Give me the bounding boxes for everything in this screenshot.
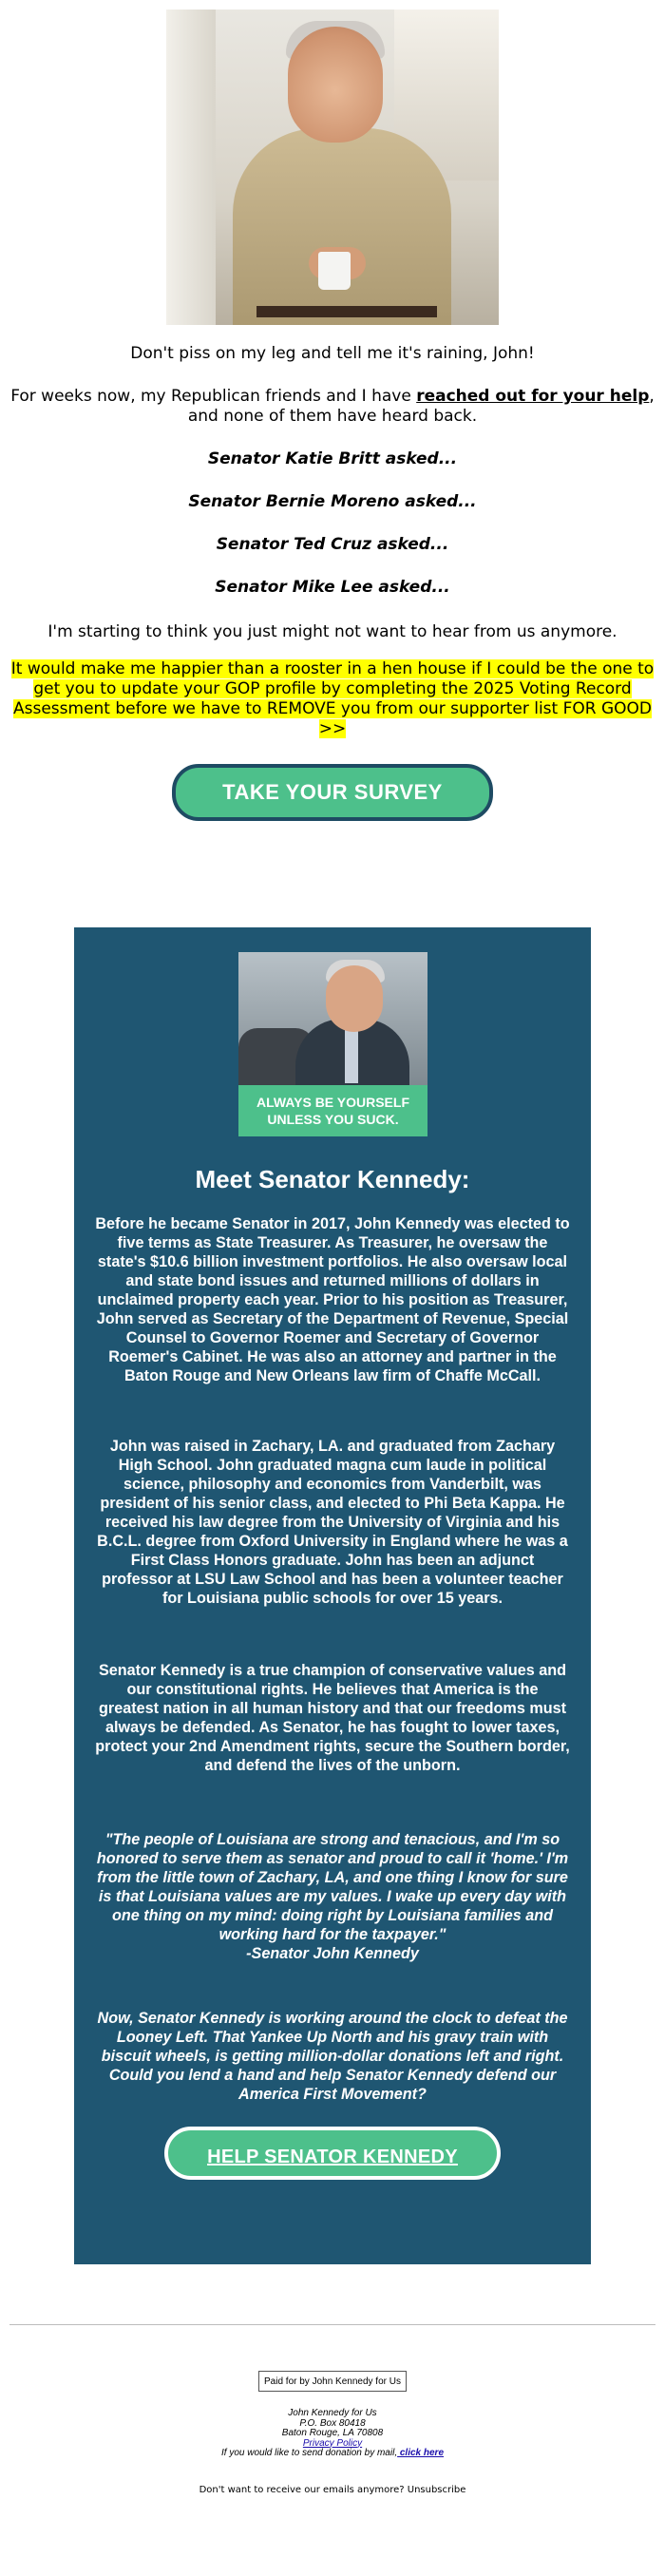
asked-moreno: Senator Bernie Moreno asked... [188, 492, 477, 511]
bio-quote [95, 1830, 570, 1963]
intro-line-2 [10, 387, 656, 427]
asked-cruz: Senator Ted Cruz asked... [216, 535, 449, 554]
footer-mail-line [0, 2449, 665, 2459]
photo-face [326, 965, 383, 1032]
bio-paragraph-1: Before he became Senator in 2017, John Kennedy was elected to five terms as State Treasurer. As Treasurer, he oversaw the state's $10.6 billion investment portfolios. He also oversaw local and state bond issues and returned millions of dollars in unclaimed property each year. Prior to his position as Treasurer, John served as Secretary of the Department of Revenue, Special Counsel to Governor Roemer and Secretary of Governor Roemer's Cabinet. He was also an attorney and partner in the Baton Rouge and New Orleans law firm of Chaffe McCall. [95, 1215, 570, 1384]
hero-belt [256, 306, 437, 317]
footer-po-box: P.O. Box 80418 [299, 2417, 366, 2429]
bio-appeal: Now, Senator Kennedy is working around the clock to defeat the Looney Left. That Yankee Up North and his gravy train with biscuit wheels, is getting million-dollar donations left and right. Could you lend a hand and help Senator Kennedy defend our America First Movement? [97, 2010, 568, 2103]
paid-for-box: Paid for by John Kennedy for Us [258, 2371, 407, 2392]
survey-cta-wrapper [0, 764, 665, 821]
bio-paragraph-2: John was raised in Zachary, LA. and graduated from Zachary High School. John graduated magna cum laude in political science, philosophy and economics from Vanderbilt, was president of his senior class, and elected to Phi Beta Kappa. He received his law degree from the University of Virginia and his B.C.L. degree from Oxford University in England where he was a First Class Honors graduate. John has been an adjunct professor at LSU Law School and has been a volunteer teacher for Louisiana public schools for over 15 years. [97, 1438, 568, 1607]
footer-city: Baton Rouge, LA 70808 [281, 2428, 384, 2438]
hero-photo [166, 10, 499, 325]
senator-photo [238, 952, 428, 1085]
bio-title: Meet Senator Kennedy: [195, 1165, 470, 1193]
mail-donation-link[interactable]: click here [397, 2448, 445, 2458]
asked-lee: Senator Mike Lee asked... [215, 578, 450, 597]
reached-out-link[interactable]: reached out for your help [416, 387, 650, 406]
intro-line-2-post: , and none of them have heard back. [187, 387, 655, 426]
photo-tie [345, 1026, 358, 1083]
footer-org: John Kennedy for Us [288, 2408, 377, 2418]
intro-line-1: Don't piss on my leg and tell me it's raining, John! [130, 344, 535, 363]
bio-quote-attribution: -Senator John Kennedy [246, 1945, 419, 1962]
footer-divider [10, 2324, 656, 2325]
intro-line-2-pre: For weeks now, my Republican friends and I have [10, 387, 417, 406]
coffee-mug [318, 252, 351, 290]
bio-paragraph-3: Senator Kennedy is a true champion of conservative values and our constitutional rights. He believes that America is the greatest nation in all human history and that our freedoms must always be defended. As Senator, he has fought to lower taxes, protect your 2nd Amendment rights, secure the Southern border, and defend the lives of the unborn. [95, 1662, 570, 1774]
highlight-text[interactable]: It would make me happier than a rooster in a hen house if I could be the one to get you to update your GOP profile by completing the 2025 Voting Record Assessment before we have to REMOVE you from our supporter list FOR GOOD >> [10, 659, 655, 738]
bio-quote-text: "The people of Louisiana are strong and tenacious, and I'm so honored to serve them as senator and proud to call it 'home.' I'm from the little town of Zachary, LA, and one thing I know for sure is that Louisiana values are my values. I wake up every day with one thing on my mind: doing right by Louisiana families and working hard for the taxpayer." [96, 1831, 569, 1943]
hero-pillar [166, 10, 216, 325]
footer-mail-text: If you would like to send donation by mail, [220, 2448, 398, 2458]
thinking-text: I'm starting to think you just might not want to hear from us anymore. [48, 622, 618, 641]
hero-head [288, 27, 383, 143]
asked-britt: Senator Katie Britt asked... [207, 449, 458, 468]
take-survey-button[interactable]: TAKE YOUR SURVEY [172, 764, 493, 821]
hero-shirt [233, 128, 451, 325]
bio-card [74, 927, 591, 2264]
unsubscribe-link[interactable]: Don't want to receive our emails anymore? Unsubscribe [199, 2485, 466, 2495]
quote-banner: ALWAYS BE YOURSELF UNLESS YOU SUCK. [238, 1085, 428, 1136]
unsubscribe-line [0, 2485, 665, 2495]
highlight-paragraph[interactable] [10, 659, 656, 739]
footer-address [0, 2409, 665, 2459]
help-senator-button[interactable]: HELP SENATOR KENNEDY [164, 2127, 501, 2180]
privacy-policy-link[interactable]: Privacy Policy [302, 2437, 363, 2449]
